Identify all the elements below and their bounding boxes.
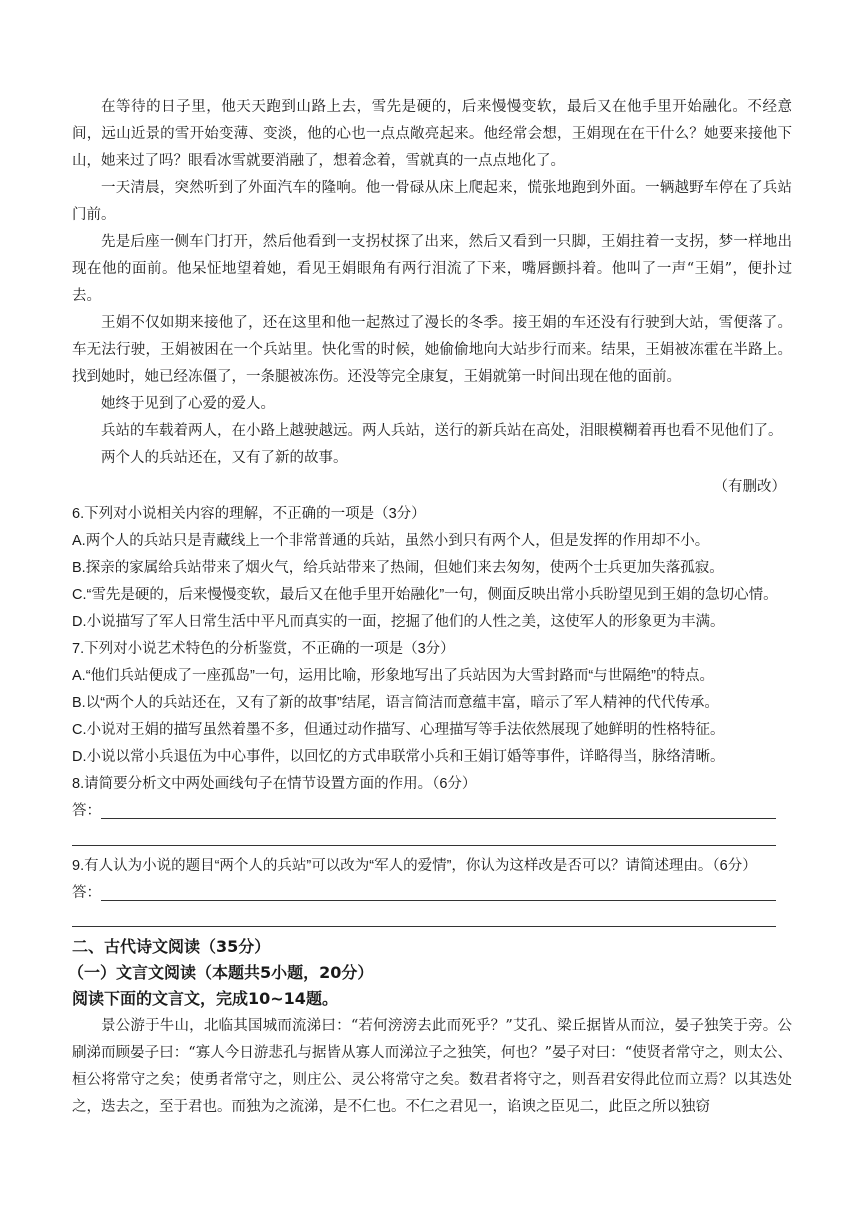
question-6-option-a: A.两个人的兵站只是青藏线上一个非常普通的兵站，虽然小到只有两个人，但是发挥的作用却不小。	[72, 533, 710, 549]
question-7-option-a: A.“他们兵站便成了一座孤岛”一句，运用比喻，形象地写出了兵站因为大雪封路而“与世隔绝”的特点。	[72, 668, 715, 684]
answer-label: 答：	[72, 885, 101, 901]
question-7: 7.下列对小说艺术特色的分析鉴赏，不正确的一项是（3分）	[72, 641, 455, 657]
story-paragraph-7: 两个人的兵站还在，又有了新的故事。	[101, 450, 348, 466]
story-paragraph-5: 她终于见到了心爱的爱人。	[101, 396, 275, 412]
question-9-answer-line-2[interactable]	[72, 926, 776, 927]
question-6-option-c: C.“雪先是硬的，后来慢慢变软，最后又在他手里开始融化”一句，侧面反映出常小兵盼望见到王娟的急切心情。	[72, 587, 778, 603]
answer-label: 答：	[72, 803, 101, 819]
classical-text: 景公游于牛山，北临其国城而流涕曰：“若何滂滂去此而死乎？”艾孔、梁丘据皆从而泣，晏子独笑于旁。公刷涕而顾晏子曰：“寡人今日游悲孔与据皆从寡人而涕泣子之独笑，何也？”晏子对曰：“使贤者常守之，则太公、桓公将常守之矣；使勇者常守之，则庄公、灵公将常守之矣。数君者将守之，则吾君安得此位而立焉？以其迭处之，迭去之，至于君也。而独为之流涕，是不仁也。不仁之君见一，谄谀之臣见二，此臣之所以独窃	[72, 1018, 792, 1115]
question-7-option-c: C.小说对王娟的描写虽然着墨不多，但通过动作描写、心理描写等手法依然展现了她鲜明的性格特征。	[72, 722, 725, 738]
story-paragraph-1: 在等待的日子里，他天天跑到山路上去，雪先是硬的，后来慢慢变软，最后又在他手里开始融化。不经意间，远山近景的雪开始变薄、变淡，他的心也一点点敞亮起来。他经常会想，王娟现在在干什么？她要来接他下山，她来过了吗？眼看冰雪就要消融了，想着念着，雪就真的一点点地化了。	[72, 99, 792, 169]
story-paragraph-2: 一天清晨，突然听到了外面汽车的隆响。他一骨碌从床上爬起来，慌张地跑到外面。一辆越野车停在了兵站门前。	[72, 180, 792, 223]
subsection-heading: （一）文言文阅读（本题共5小题，20分）	[68, 963, 374, 982]
answer-rule	[101, 900, 776, 901]
question-8: 8.请简要分析文中两处画线句子在情节设置方面的作用。（6分）	[72, 776, 477, 792]
question-7-option-d: D.小说以常小兵退伍为中心事件，以回忆的方式串联常小兵和王娟订婚等事件，详略得当，脉络清晰。	[72, 749, 725, 765]
question-7-option-b: B.以“两个人的兵站还在，又有了新的故事”结尾，语言简洁而意蕴丰富，暗示了军人精神的代代传承。	[72, 695, 719, 711]
question-6: 6.下列对小说相关内容的理解，不正确的一项是（3分）	[72, 506, 426, 522]
question-9: 9.有人认为小说的题目“两个人的兵站”可以改为“军人的爱情”，你认为这样改是否可以？请简述理由。（6分）	[72, 858, 757, 874]
question-6-option-b: B.探亲的家属给兵站带来了烟火气，给兵站带来了热闹，但她们来去匆匆，使两个士兵更加失落孤寂。	[72, 560, 724, 576]
question-9-answer-line[interactable]	[72, 880, 792, 907]
question-8-answer-line[interactable]	[72, 798, 792, 825]
story-paragraph-3: 先是后座一侧车门打开，然后他看到一支拐杖探了出来，然后又看到一只脚，王娟拄着一支拐，梦一样地出现在他的面前。他呆怔地望着她，看见王娟眼角有两行泪流了下来，嘴唇颤抖着。他叫了一声“王娟”，便扑过去。	[72, 234, 792, 304]
section-heading: 二、古代诗文阅读（35分）	[72, 937, 271, 956]
answer-rule	[101, 818, 776, 819]
story-paragraph-6: 兵站的车载着两人，在小路上越驶越远。两人兵站，送行的新兵站在高处，泪眼模糊着再也看不见他们了。	[101, 423, 783, 439]
reading-instruction: 阅读下面的文言文，完成10~14题。	[72, 989, 338, 1008]
question-8-answer-line-2[interactable]	[72, 845, 776, 846]
story-paragraph-4: 王娟不仅如期来接他了，还在这里和他一起熬过了漫长的冬季。接王娟的车还没有行驶到大站，雪便落了。车无法行驶，王娟被困在一个兵站里。快化雪的时候，她偷偷地向大站步行而来。结果，王娟被冻霍在半路上。找到她时，她已经冻僵了，一条腿被冻伤。还没等完全康复，王娟就第一时间出现在他的面前。	[72, 315, 792, 385]
question-6-option-d: D.小说描写了军人日常生活中平凡而真实的一面，挖掘了他们的人性之美，这使军人的形象更为丰满。	[72, 614, 725, 630]
revision-note: （有删改）	[713, 479, 786, 495]
